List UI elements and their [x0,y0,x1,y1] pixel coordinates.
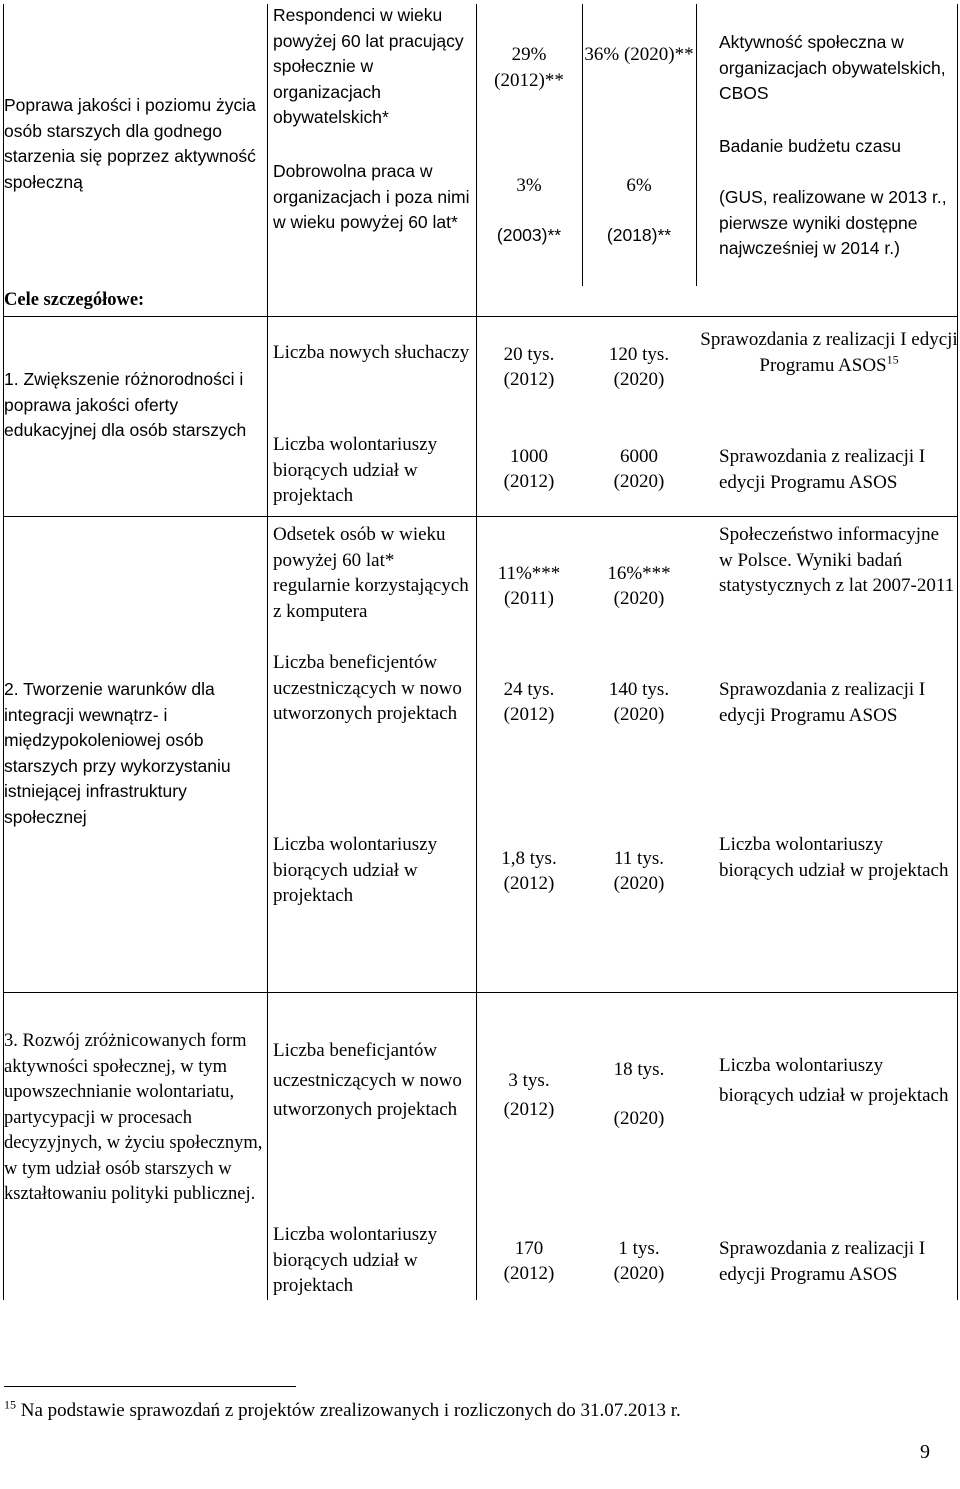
source-volunteers-2: Liczba wolontariuszy biorących udział w projektach [719,834,949,881]
target-year-volunteers-3: (2020) [613,1263,665,1284]
base-value-new-listeners: 20 tys. [503,344,555,365]
source-volunteers-3: Sprawozdania z realizacji I edycji Programu ASOS [719,1238,926,1285]
footnote-ref: 15 [886,352,899,367]
indicator-volunteers-3: Liczba wolontariuszy biorących udział w projektach [273,1224,438,1296]
target-value-voluntary-work: 6% [626,175,652,196]
column-divider-2 [476,4,477,1300]
footnote [4,1398,944,1424]
base-year-voluntary-work: (2003)** [496,225,562,245]
indicator-new-listeners: Liczba nowych słuchaczy [273,342,470,363]
target-year-beneficiaries-3: (2020) [613,1108,665,1129]
base-year-volunteers-3: (2012) [503,1263,555,1284]
source-new-listeners-text: Sprawozdania z realizacji I edycji Programu ASOS [700,329,958,376]
row-divider-3 [3,992,958,993]
indicator-respondents: Respondenci w wieku powyżej 60 lat pracujący społecznie w organizacjach obywatelskich* [273,5,464,127]
column-divider-4 [696,4,697,286]
specific-goals-label: Cele szczegółowe: [4,290,145,310]
target-value-respondents: 36% (2020)** [584,44,694,65]
target-value-beneficiaries: 140 tys. [608,679,670,700]
base-value-beneficiaries-3: 3 tys. [508,1070,550,1091]
target-value-new-listeners: 120 tys. [608,344,670,365]
goal-2-text: 2. Tworzenie warunków dla integracji wewnątrz- i międzypokoleniowej osób starszych przy wykorzystaniu istniejącej infrastruktury społecznej [4,679,231,827]
source-computer-users: Społeczeństwo informacyjne w Polsce. Wyniki badań statystycznych z lat 2007-2011 [719,524,955,596]
source-beneficiaries-3: Liczba wolontariuszy biorących udział w projektach [719,1055,949,1106]
base-year-beneficiaries: (2012) [503,704,555,725]
row-divider-1 [3,316,958,317]
main-goal-text: Poprawa jakości i poziomu życia osób starszych dla godnego starzenia się poprzez aktywność społeczną [4,95,256,192]
footnote-separator [4,1386,296,1387]
source-gus: (GUS, realizowane w 2013 r., pierwsze wyniki dostępne najwcześniej w 2014 r.) [719,187,947,258]
footnote-text: Na podstawie sprawozdań z projektów zrealizowanych i rozliczonych do 31.07.2013 r. [20,1400,681,1421]
indicator-volunteers-2: Liczba wolontariuszy biorących udział w projektach [273,834,438,906]
target-year-volunteers-2: (2020) [613,873,665,894]
source-respondents: Aktywność społeczna w organizacjach obywatelskich, CBOS [719,32,946,103]
footnote-number: 15 [4,1397,16,1412]
column-divider-3 [582,4,583,286]
source-new-listeners [700,327,958,378]
target-year-new-listeners: (2020) [613,369,665,390]
source-volunteers: Sprawozdania z realizacji I edycji Programu ASOS [719,446,926,493]
base-value-computer-users: 11%*** [497,563,561,584]
target-value-volunteers-2: 11 tys. [614,848,664,869]
row-divider-2 [3,516,958,517]
source-time-budget: Badanie budżetu czasu [719,136,901,156]
base-value-beneficiaries: 24 tys. [503,679,555,700]
base-year-volunteers: (2012) [503,471,555,492]
target-year-volunteers: (2020) [613,471,665,492]
goal-3-text: 3. Rozwój zróżnicowanych form aktywności społecznej, w tym upowszechnianie wolontariatu, partycypacji w procesach decyzyjnych, w życiu społecznym, w tym udział osób starszych w kształtowaniu polityki publicznej. [4,1031,263,1204]
target-value-volunteers-3: 1 tys. [618,1238,660,1259]
target-value-beneficiaries-3: 18 tys. [613,1059,665,1080]
indicator-voluntary-work: Dobrowolna praca w organizacjach i poza nimi w wieku powyżej 60 lat* [273,161,470,232]
base-value-volunteers-3: 170 [514,1238,544,1259]
indicator-computer-users: Odsetek osób w wieku powyżej 60 lat* regularnie korzystających z komputera [273,524,469,622]
base-year-beneficiaries-3: (2012) [503,1099,555,1120]
target-value-computer-users: 16%*** [607,563,671,584]
right-border [957,4,958,1300]
indicator-volunteers: Liczba wolontariuszy biorących udział w projektach [273,434,438,506]
indicator-beneficiaries: Liczba beneficjentów uczestniczących w nowo utworzonych projektach [273,652,462,724]
goal-1-text: 1. Zwiększenie różnorodności i poprawa jakości oferty edukacyjnej dla osób starszych [4,369,247,440]
base-value-volunteers-2: 1,8 tys. [501,848,557,869]
base-year-computer-users: (2011) [504,588,554,609]
base-year-volunteers-2: (2012) [503,873,555,894]
target-value-volunteers: 6000 [620,446,658,467]
base-value-volunteers: 1000 [510,446,548,467]
target-year-voluntary-work: (2018)** [606,225,672,245]
base-year-new-listeners: (2012) [503,369,555,390]
target-year-beneficiaries: (2020) [613,704,665,725]
target-year-computer-users: (2020) [613,588,665,609]
base-value-respondents: 29% (2012)** [494,44,564,91]
base-value-voluntary-work: 3% [516,175,542,196]
indicator-beneficiaries-3: Liczba beneficjantów uczestniczących w nowo utworzonych projektach [273,1040,462,1120]
column-divider-1 [267,4,268,1300]
page-number: 9 [920,1441,930,1463]
source-beneficiaries: Sprawozdania z realizacji I edycji Programu ASOS [719,679,926,726]
